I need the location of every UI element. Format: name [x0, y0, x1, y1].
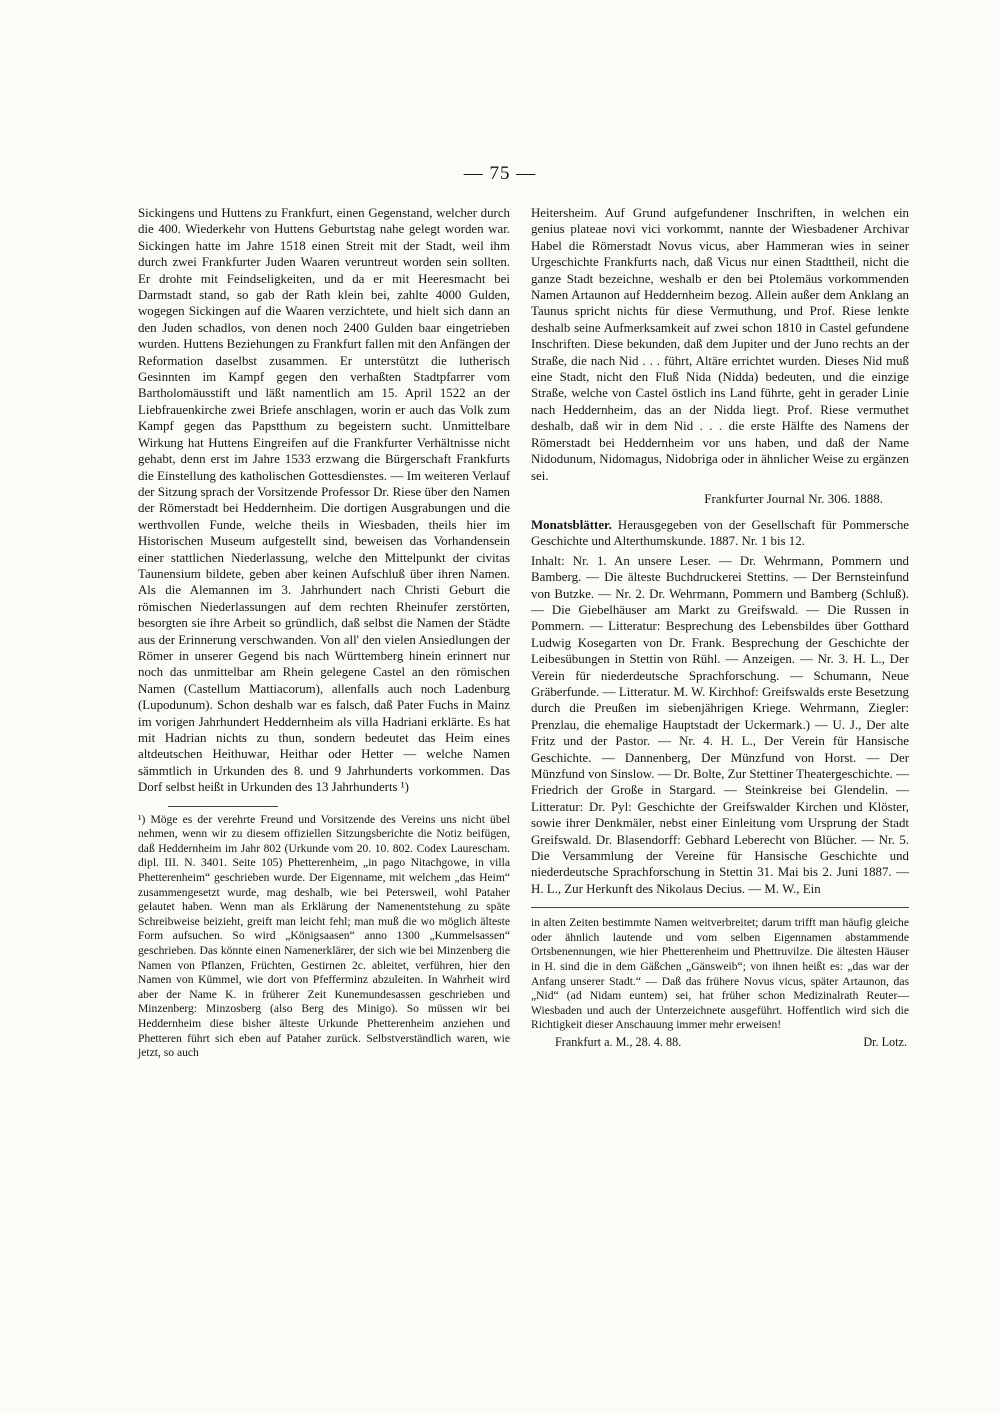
- right-column-footnote: in alten Zeiten bestimmte Namen weitverbreitet; darum trifft man häufig gleiche oder ähnlich lautende und vom selben Eigennamen abstammende Ortsbenennungen, wie hier Phetterenheim und Phettruvilze. Die ältesten Häuser in H. sind die in dem Gäßchen „Gänsweib“; von ihnen heißt es: „das war der Anfang unserer Stadt.“ — Daß das frühere Novus vicus, später Artaunon, das „Nid“ (ad Nidam euntem) sei, hat früher schon Medizinalrath Reuter—Wiesbaden und auch der Unterzeichnete ausgeführt. Hoffentlich wird sich die Richtigkeit dieser Anschauung immer mehr erweisen!: [531, 916, 909, 1032]
- left-column-body: Sickingens und Huttens zu Frankfurt, einen Gegenstand, welcher durch die 400. Wiederkehr von Huttens Geburtstag nahe gelegt worden war. Sickingen hatte im Jahre 1518 einen Streit mit der Stadt, weil ihm durch zwei Frankfurter Juden Waaren veruntreut worden sein sollten. Er drohte mit Feindseligkeiten, und da er mit Heeresmacht bei Darmstadt stand, so gab der Rath klein bei, zahlte 4000 Gulden, wogegen Sickingen auf die Waaren verzichtete, und hielt sich dann an den Juden schadlos, von denen noch 2400 Gulden baar eingetrieben wurden. Huttens Beziehungen zu Frankfurt fallen mit den Anfängen der Reformation daselbst zusammen. Er unterstützt die lutherisch Gesinnten im Kampf gegen den verhaßten Stadtpfarrer vom Bartholomäusstift und läßt namentlich am 15. April 1522 an der Liebfrauenkirche zwei Briefe anschlagen, worin er auch das Volk zum Kampf gegen das Papstthum zu begeistern sucht. Unmittelbare Wirkung hat Huttens Eingreifen auf die Frankfurter Verhältnisse nicht gehabt, denn erst im Jahre 1533 erzwang die Bürgerschaft Frankfurts die Einstellung des katholischen Gottesdienstes. — Im weiteren Verlauf der Sitzung sprach der Vorsitzende Professor Dr. Riese über den Namen der Römerstadt bei Heddernheim. Die dortigen Ausgrabungen und die werthvollen Funde, welche theils in Wiesbaden, theils hier im Historischen Museum aufgestellt sind, beweisen das Vorhandensein einer stattlichen Niederlassung, welche den Mittelpunkt der civitas Taunensium bildete, geben aber keinen Aufschluß über ihren Namen. Als die Alemannen im 3. Jahrhundert nach Christi Geburt die römischen Niederlassungen auf dem rechten Rheinufer zerstörten, besorgten sie ihre Arbeit so gründlich, daß selbst die Namen der Städte aus der Erinnerung verschwanden. Von all' den vielen Ansiedlungen der Römer in unserer Gegend bis nach Württemberg hinein erinnert nur noch das unmittelbar am Rhein gelegene Castel an den römischen Namen (Castellum Mattiacorum), allenfalls auch noch Ladenburg (Lupodunum). Schon deshalb war es falsch, daß Pater Fuchs in Mainz im vorigen Jahrhundert Heddernheim als villa Hadriani erklärte. Es hat mit Hadrian nichts zu thun, sondern bedeutet das Heim eines altdeutschen Heithuwar, Heithar oder Hetter — welche Namen sämmtlich in Urkunden des 8. und 9 Jahrhunderts vorkommen. Das Dorf selbst heißt in Urkunden des 13 Jahrhunderts ¹): [138, 206, 510, 795]
- left-column-footnote: ¹) Möge es der verehrte Freund und Vorsitzende des Vereins uns nicht übel nehmen, wenn wir zu diesem offiziellen Sitzungsberichte die Notiz beifügen, daß Heddernheim im Jahr 802 (Urkunde vom 20. 10. 802. Codex Laurescham. dipl. III. N. 3401. Seite 105) Phetterenheim, „in pago Nitachgowe, in villa Phetterenheim“ geschrieben wurde. Der Eigenname, mit welchem „das Heim“ zusammengesetzt wurde, mag deshalb, wie bei Petersweil, wohl Pataher gelautet haben. Wenn man als Erklärung der Namenentstehung zu späte Schreibweise beizieht, greift man leicht fehl; man muß die wo möglich älteste Form aufsuchen. So wird „Königsaasen“ anno 1300 „Kummelsassen“ geschrieben. Das könnte einen Namenerklärer, der sich wie bei Minzenberg die Namen von Pflanzen, Früchten, Gestirnen 2c. ableitet, verführen, hier den Namen von Kümmel, wie dort von Pfefferminz abzuleiten. In Wahrheit wird aber der Name K. in früherer Zeit Kunemundesassen geschrieben und Minzenberg: Minzosberg (also Berg des Minigo). So müssen wir bei Heddernheim diese bisher älteste Urkunde Phetterenheim anziehen und Phetteren führt sich eben auf Pataher zurück. Selbstverständlich waren, wie jetzt, so auch: [138, 812, 510, 1060]
- signoff-name: Dr. Lotz.: [863, 1035, 907, 1049]
- section-intro: Herausgegeben von der Gesellschaft für Pommersche Geschichte und Alterthumskunde. 1887. Nr. 1 bis 12.: [531, 517, 909, 549]
- source-citation: Frankfurter Journal Nr. 306. 1888.: [704, 490, 883, 506]
- right-column-body: Heitersheim. Auf Grund aufgefundener Inschriften, in welchen ein genius plateae novi vici vorkommt, nannte der Wiesbadener Archivar Habel die Römerstadt Novus vicus, aber Hammeran wies in seiner Urgeschichte Frankfurts nach, daß Vicus nur einen Stadttheil, nicht die ganze Stadt bezeichne, weshalb er den bei Ptolemäus vorkommenden Namen Artaunon auf Heddernheim bezog. Allein außer dem Anklang an Taunus spricht nichts für diese Vermuthung, und Prof. Riese lenkte deshalb seine Aufmerksamkeit auf zwei schon 1810 in Castel gefundene Inschriften. Diese bekunden, daß dem Jupiter und der Juno rechts an der Straße, die nach Nid . . . führt, Altäre errichtet wurden. Dieses Nid muß eine Stadt, nicht den Fluß Nida (Nidda) bedeuten, und die einzige Straße, welche von Castel östlich ins Land führte, geht in gerader Linie nach Heddernheim, das an der Nidda liegt. Prof. Riese vermuthet deshalb, daß wir in dem Nid . . . die erste Hälfte des Namens der Römerstadt bei Heddernheim vor uns haben, und daß der Name Nidodunum, Nidomagus, Nidobriga oder in ähnlicher Weise zu ergänzen sei.: [531, 206, 909, 483]
- left-column: [138, 205, 510, 1061]
- monatsblaetter-entry: [531, 517, 909, 550]
- signoff: [531, 1035, 909, 1050]
- page-number: — 75 —: [463, 163, 537, 184]
- right-column: [531, 205, 909, 1050]
- contents-listing: Inhalt: Nr. 1. An unsere Leser. — Dr. Wehrmann, Pommern und Bamberg. — Die älteste Buchdruckerei Stettins. — Der Bernsteinfund von Butzke. — Nr. 2. Dr. Wehrmann, Pommern und Bamberg (Schluß). — Die Giebelhäuser am Markt zu Greifswald. — Die Russen in Pommern. — Litteratur: Besprechung des Lebensbildes über Gotthard Ludwig Kosegarten von Dr. Frank. Besprechung der Geschichte der Leibesübungen in Stettin von Rühl. — Anzeigen. — Nr. 3. H. L., Der Verein für niederdeutsche Sprachforschung. — Schumann, Neue Gräberfunde. — Litteratur. M. W. Kirchhof: Greifswalds erste Besetzung durch die Preußen im siebenjährigen Kriege. Wehrmann, Ziegler: Prenzlau, die ehemalige Hauptstadt der Uckermark.) — U. J., Der alte Fritz und der Pastor. — Nr. 4. H. L., Der Verein für Hansische Geschichte. — Dannenberg, Der Münzfund von Horst. — Der Münzfund von Sinslow. — Dr. Bolte, Zur Stettiner Theatergeschichte. — Friedrich der Große in Stargard. — Steinkreise bei Glendelin. — Litteratur: Dr. Pyl: Geschichte der Greifswalder Kirchen und Klöster, sowie ihrer Denkmäler, nebst einer Einleitung vom Ursprung der Stadt Greifswald. Dr. Blasendorff: Gebhard Leberecht von Blücher. — Nr. 5. Die Versammlung der Vereine für Hansische Geschichte und niederdeutsche Sprachforschung in Stettin 31. Mai bis 2. Juni 1887. — H. L., Zur Herkunft des Nikolaus Decius. — M. W., Ein: [531, 553, 909, 896]
- footnote-divider-right: [531, 907, 909, 908]
- signoff-place-date: Frankfurt a. M., 28. 4. 88.: [555, 1035, 682, 1049]
- footnote-divider: [168, 806, 278, 807]
- section-heading: Monatsblätter.: [531, 517, 612, 532]
